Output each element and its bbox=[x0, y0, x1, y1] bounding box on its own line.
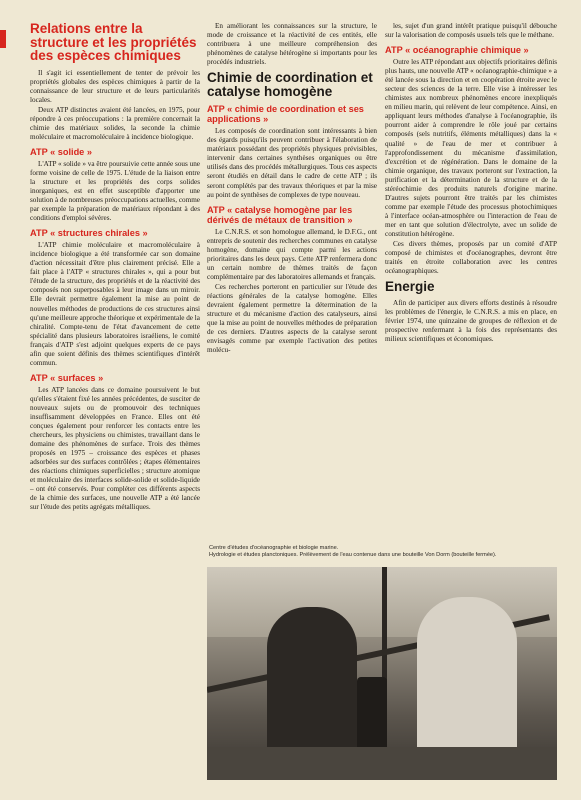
section-title-relations: Relations entre la structure et les propriétés des espèces chimiques bbox=[30, 21, 197, 63]
paragraph: L'ATP « solide » va être poursuivie cette année sous une forme voisine de celle de 1975. L'étude de la liaison entre la structure et les propriétés des corps solides inorganiques, est en effet susceptible d'apporter une solution à de nombreuses préoccupations actuelles, comme par exemple la préparation de matériaux répondant à des conditions d'emploi sévères. bbox=[30, 159, 200, 223]
paragraph: Ces divers thèmes, proposés par un comité d'ATP composé de chimistes et d'océanographes, devront être traités en étroite collaboration avec les centres océanographiques. bbox=[385, 240, 557, 276]
paragraph: Ces recherches porteront en particulier sur l'étude des réactions générales de la catalyse homogène. Elles devraient également permettre la détermination de la structure et du mécanisme d'action des catalyseurs, ainsi que la mise au point de nouvelles méthodes de préparation de ces derniers. D'autres aspects de la catalyse seront envisagés comme par exemple l'activation des petites molécu- bbox=[207, 282, 377, 355]
heading-atp-oceanographie: ATP « océanographie chimique » bbox=[385, 45, 529, 56]
heading-atp-solide: ATP « solide » bbox=[30, 146, 92, 157]
paragraph: Le C.N.R.S. et son homologue allemand, le D.F.G., ont entrepris de soutenir des recherches communes en catalyse homogène, domaine qui compte parmi les actions prioritaires dans les deux pays. Cette ATP renfermera donc un certain nombre de thèmes traités de façon complémentaire par des laboratoires allemands et français. bbox=[207, 227, 377, 281]
column-right bbox=[385, 22, 557, 345]
paragraph: L'ATP chimie moléculaire et macromoléculaire à incidence biologique a été transformée car son domaine d'action nécessitait d'être plus clairement précisé. Elle a fait place à l'ATP « structures chirales », qui a pour but l'étude de la structure, des propriétés et de la réactivité des composés non superposables à leur image dans un miroir. Elle devrait permettre également la mise au point de nouvelles méthodes de productions de ces structures ainsi qu'une meilleure approche théorique et expérimentale de la chiralité. Compte-tenu de l'état d'avancement de cette spécialité dans plusieurs laboratoires israéliens, le comité français d'ATP s'est adjoint quelques experts de ce pays afin que soient définis des thèmes scientifiques d'intérêt commun. bbox=[30, 241, 200, 367]
section-title-coordination: Chimie de coordination et catalyse homogène bbox=[207, 70, 373, 100]
column-middle bbox=[207, 22, 377, 356]
photo-caption bbox=[209, 545, 559, 559]
heading-atp-catalyse: ATP « catalyse homogène par les dérivés de métaux de transition » bbox=[207, 204, 353, 225]
paragraph: Afin de participer aux divers efforts destinés à résoudre les problèmes de l'énergie, le C.N.R.S. a mis en place, en février 1974, une quinzaine de groupes de réflexion et de prospective renfermant à la fois des représentants des milieux scientifiques et économiques. bbox=[385, 299, 557, 344]
heading-atp-chirales: ATP « structures chirales » bbox=[30, 228, 148, 239]
section-title-energie: Energie bbox=[385, 279, 435, 295]
paragraph: En améliorant les connaissances sur la structure, le mode de croissance et la réactivité de ces entités, elle contribuera à une meilleure compréhension des phénomènes de catalyse hétérogène si importants pour les procédés industriels. bbox=[207, 22, 377, 67]
photo-oceanography-boat bbox=[207, 567, 557, 780]
caption-line: Centre d'études d'océanographie et biologie marine. bbox=[209, 545, 339, 551]
paragraph: Les composés de coordination sont intéressants à bien des égards puisqu'ils peuvent contribuer à l'élaboration de matériaux possédant des propriétés physiques prévisibles, intervenir dans certaines synthèses organiques ou être utilisés dans des procédés métallurgiques. Tous ces aspects seront étudiés en détail dans le cadre de cette ATP ; ils seront complétés par des travaux théoriques et par la mise au point de synthèses de complexes de type nouveau. bbox=[207, 127, 377, 199]
paragraph: Il s'agit ici essentiellement de tenter de prévoir les propriétés globales des espèces chimiques à partir de la connaissance de leur structure et de leurs particularités locales. bbox=[30, 68, 200, 104]
column-left bbox=[30, 22, 200, 514]
photo-deck bbox=[207, 747, 557, 780]
red-edge-tab bbox=[0, 30, 6, 48]
caption-line: Hydrologie et études planctoniques. Prélèvement de l'eau contenue dans une bouteille Von Dorm (bouteille fermée). bbox=[209, 552, 497, 558]
paragraph: Les ATP lancées dans ce domaine poursuivent le but qu'elles s'étaient fixé les années précédentes, de susciter de nouveaux sujets ou de promouvoir des techniques insuffisamment développées en France. Elles ont été conçues également pour renforcer les contacts entre les chercheurs, les physiciens ou chimistes, travaillant dans le domaine des phénomènes de surface. Trois des thèmes proposés en 1975 – croissance des espèces et phases adsorbées sur des surfaces contrôlées ; étapes élémentaires des réactions chimiques superficielles ; structure atomique et moléculaire des interfaces solide-solide et solide-liquide – ont été conservés. Pour compléter ces différents aspects de la chimie des surfaces, une nouvelle ATP a été lancée sur l'étude des petits agrégats métalliques. bbox=[30, 385, 200, 512]
paragraph: Deux ATP distinctes avaient été lancées, en 1975, pour répondre à ces préoccupations : la première concernait la chimie des matériaux solides, la seconde la chimie moléculaire et macromoléculaire à incidence biologique. bbox=[30, 105, 200, 141]
heading-atp-surfaces: ATP « surfaces » bbox=[30, 372, 104, 383]
paragraph: les, sujet d'un grand intérêt pratique puisqu'il débouche sur la valorisation de composés usuels tels que le méthane. bbox=[385, 22, 557, 40]
heading-atp-coordination: ATP « chimie de coordination et ses applications » bbox=[207, 104, 364, 125]
paragraph: Outre les ATP répondant aux objectifs prioritaires définis plus hauts, une nouvelle ATP « océanographie-chimique » a été lancée sous la direction et en coopération étroite avec le secteur des sciences de la terre. Elle vise à intéresser les chimistes aux nombreux phénomènes encore inexpliqués en milieu marin, qui relèvent de leur compétence. Ainsi, en appliquant leurs méthodes d'analyse à l'océanographie, ils pourront aider à comprendre le rôle joué par certains composés (sels nutritifs, éléments métalliques) dans la « qualité » de l'eau de mer et contribuer à l'approfondissement du mécanisme d'assimilation, d'excrétion et de régénération. Dans le domaine de la chimie organique, des travaux porteront sur l'extraction, la purification et la détermination de la structure et de la stéréochimie des produits naturels d'origine marine. D'autres sujets pourront être traités par les chimistes comme par exemple l'étude des processus photochimiques à l'interface océan-atmosphère ou l'interaction de l'eau de mer en tant que solution d'électrolyte, avec un solide de constitution hétérogène. bbox=[385, 58, 558, 238]
